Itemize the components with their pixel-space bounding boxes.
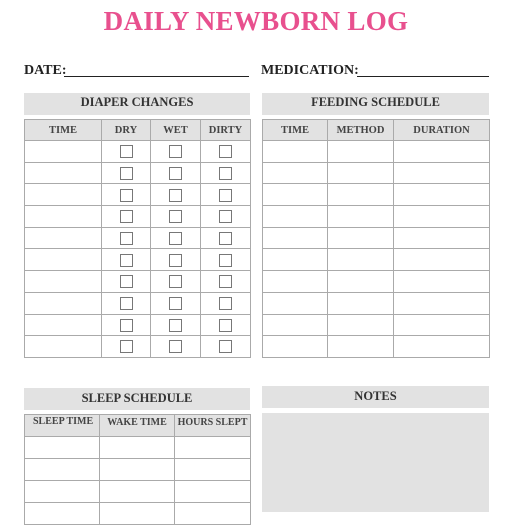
table-row [25,206,251,228]
method-cell[interactable] [328,162,394,184]
sleep-schedule-table [24,414,251,525]
page-title: DAILY NEWBORN LOG [103,6,409,36]
dry-cell [102,141,151,163]
column-header-sleep-time: SLEEP TIME [25,415,100,437]
hours-slept-cell[interactable] [175,437,251,459]
hours-slept-cell[interactable] [175,481,251,503]
method-cell[interactable] [328,271,394,293]
duration-cell[interactable] [394,314,490,336]
dry-checkbox[interactable] [120,210,133,223]
dirty-cell [201,206,251,228]
duration-cell[interactable] [394,336,490,358]
wet-checkbox[interactable] [169,254,182,267]
column-header-dry: DRY [102,120,151,141]
wet-checkbox[interactable] [169,167,182,180]
table-row [25,459,251,481]
wet-checkbox[interactable] [169,232,182,245]
table-row [263,249,490,271]
dirty-cell [201,336,251,358]
dirty-cell [201,141,251,163]
dry-cell [102,336,151,358]
table-row [263,184,490,206]
sleep-time-cell[interactable] [25,481,100,503]
dirty-cell [201,314,251,336]
table-row [263,314,490,336]
notes-area[interactable] [262,413,489,512]
table-row [263,292,490,314]
date-label: DATE: [24,63,67,78]
dry-cell [102,206,151,228]
wet-checkbox[interactable] [169,210,182,223]
table-row [263,162,490,184]
hours-slept-cell[interactable] [175,503,251,525]
wake-time-cell[interactable] [100,481,175,503]
wet-checkbox[interactable] [169,297,182,310]
time-cell[interactable] [25,184,102,206]
wet-cell [151,141,201,163]
method-cell[interactable] [328,141,394,163]
feeding-schedule-table [262,119,490,358]
sleep-schedule-heading: SLEEP SCHEDULE [24,388,250,410]
time-cell[interactable] [263,314,328,336]
sleep-time-cell[interactable] [25,459,100,481]
dirty-checkbox[interactable] [219,167,232,180]
dirty-cell [201,249,251,271]
dirty-cell [201,227,251,249]
dirty-cell [201,162,251,184]
dry-checkbox[interactable] [120,340,133,353]
table-row [263,141,490,163]
table-row [263,227,490,249]
table-row [25,184,251,206]
time-cell[interactable] [263,162,328,184]
dry-checkbox[interactable] [120,189,133,202]
table-row [25,314,251,336]
column-header-hours-slept: HOURS SLEPT [175,415,251,437]
medication-field-line[interactable] [357,76,489,77]
method-cell[interactable] [328,227,394,249]
dry-checkbox[interactable] [120,319,133,332]
diaper-changes-heading: DIAPER CHANGES [24,93,250,115]
table-row [263,206,490,228]
table-row [25,162,251,184]
dirty-checkbox[interactable] [219,145,232,158]
dry-checkbox[interactable] [120,275,133,288]
diaper-changes-table [24,119,251,358]
column-header-duration: DURATION [394,120,490,141]
wet-checkbox[interactable] [169,145,182,158]
table-row [25,292,251,314]
wake-time-cell[interactable] [100,459,175,481]
feeding-schedule-heading: FEEDING SCHEDULE [262,93,489,115]
sleep-time-cell[interactable] [25,437,100,459]
column-header-wake-time: WAKE TIME [100,415,175,437]
dry-checkbox[interactable] [120,232,133,245]
duration-cell[interactable] [394,206,490,228]
column-header-method: METHOD [328,120,394,141]
dirty-checkbox[interactable] [219,189,232,202]
dry-cell [102,227,151,249]
medication-label: MEDICATION: [261,63,359,78]
dirty-checkbox[interactable] [219,254,232,267]
column-header-wet: WET [151,120,201,141]
wet-cell [151,271,201,293]
method-cell[interactable] [328,292,394,314]
time-cell[interactable] [263,141,328,163]
time-cell[interactable] [263,184,328,206]
column-header-time: TIME [25,120,102,141]
table-row [263,271,490,293]
table-row [25,481,251,503]
wet-cell [151,162,201,184]
wet-checkbox[interactable] [169,319,182,332]
dry-checkbox[interactable] [120,254,133,267]
method-cell[interactable] [328,249,394,271]
dirty-cell [201,184,251,206]
dry-checkbox[interactable] [120,167,133,180]
table-row [25,503,251,525]
table-row [25,336,251,358]
table-row [25,271,251,293]
table-row [25,227,251,249]
wet-cell [151,314,201,336]
duration-cell[interactable] [394,184,490,206]
method-cell[interactable] [328,184,394,206]
time-cell[interactable] [263,249,328,271]
dirty-checkbox[interactable] [219,319,232,332]
duration-cell[interactable] [394,249,490,271]
wet-cell [151,336,201,358]
wet-checkbox[interactable] [169,275,182,288]
table-row [25,249,251,271]
dirty-checkbox[interactable] [219,210,232,223]
time-cell[interactable] [25,206,102,228]
dirty-cell [201,292,251,314]
time-cell[interactable] [263,336,328,358]
date-field-line[interactable] [64,76,249,77]
time-cell[interactable] [25,336,102,358]
notes-heading: NOTES [262,386,489,408]
wet-cell [151,249,201,271]
method-cell[interactable] [328,336,394,358]
dry-checkbox[interactable] [120,145,133,158]
dry-cell [102,314,151,336]
hours-slept-cell[interactable] [175,459,251,481]
time-cell[interactable] [25,162,102,184]
wet-checkbox[interactable] [169,340,182,353]
dry-cell [102,271,151,293]
method-cell[interactable] [328,206,394,228]
table-row [263,336,490,358]
wet-cell [151,206,201,228]
duration-cell[interactable] [394,141,490,163]
duration-cell[interactable] [394,227,490,249]
wet-cell [151,292,201,314]
wet-checkbox[interactable] [169,189,182,202]
dry-cell [102,249,151,271]
dry-cell [102,292,151,314]
dry-cell [102,162,151,184]
column-header-dirty: DIRTY [201,120,251,141]
dirty-checkbox[interactable] [219,275,232,288]
time-cell[interactable] [263,206,328,228]
method-cell[interactable] [328,314,394,336]
wake-time-cell[interactable] [100,437,175,459]
dry-checkbox[interactable] [120,297,133,310]
sleep-time-cell[interactable] [25,503,100,525]
dirty-cell [201,271,251,293]
dirty-checkbox[interactable] [219,340,232,353]
wake-time-cell[interactable] [100,503,175,525]
duration-cell[interactable] [394,292,490,314]
duration-cell[interactable] [394,271,490,293]
time-cell[interactable] [25,227,102,249]
dirty-checkbox[interactable] [219,232,232,245]
time-cell[interactable] [25,314,102,336]
time-cell[interactable] [25,292,102,314]
time-cell[interactable] [25,141,102,163]
table-row [25,437,251,459]
time-cell[interactable] [263,227,328,249]
time-cell[interactable] [25,271,102,293]
time-cell[interactable] [25,249,102,271]
table-row [25,141,251,163]
time-cell[interactable] [263,271,328,293]
dry-cell [102,184,151,206]
time-cell[interactable] [263,292,328,314]
column-header-time: TIME [263,120,328,141]
wet-cell [151,227,201,249]
dirty-checkbox[interactable] [219,297,232,310]
duration-cell[interactable] [394,162,490,184]
wet-cell [151,184,201,206]
